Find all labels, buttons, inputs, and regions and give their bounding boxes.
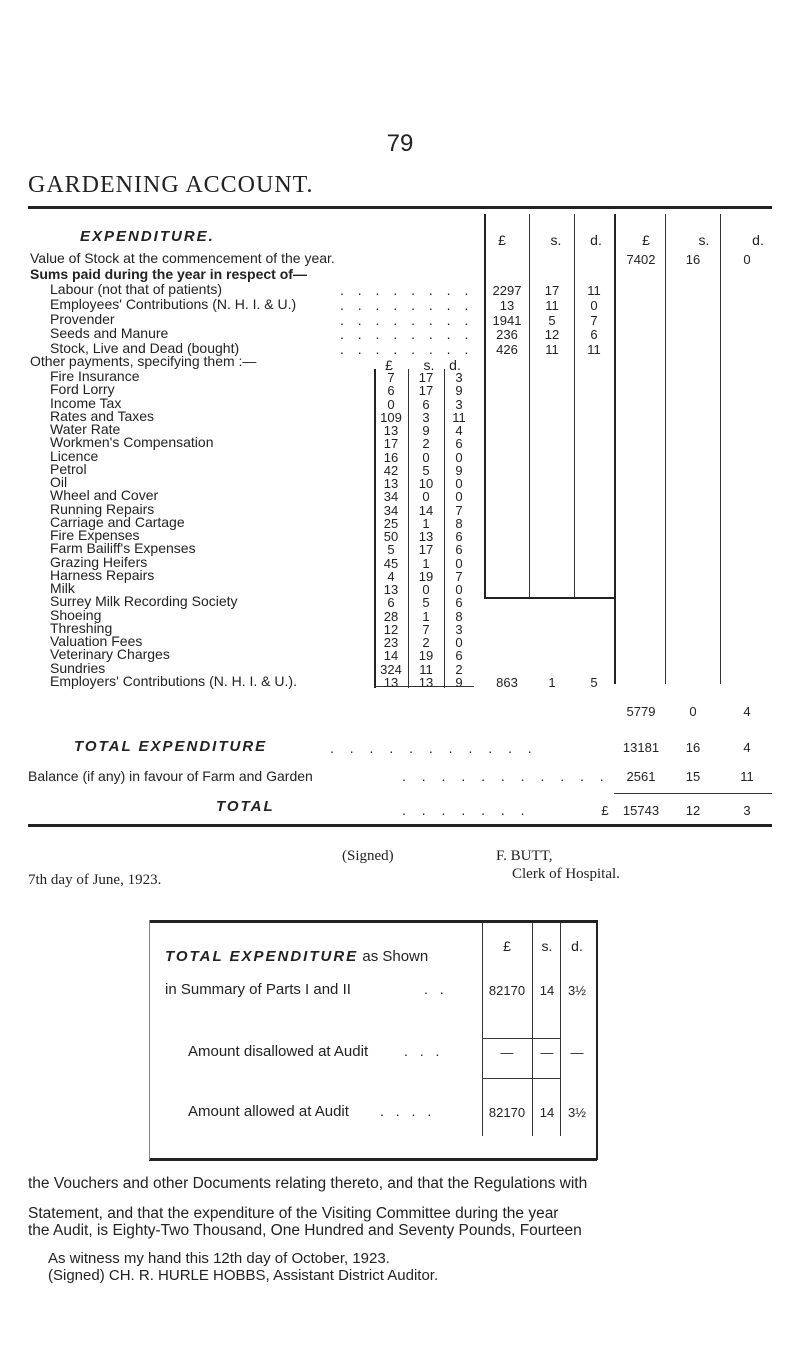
sub-pence-header: d.	[449, 357, 461, 373]
col-divider	[614, 214, 616, 684]
disallowed-label: Amount disallowed at Audit	[188, 1043, 369, 1060]
total-expenditure-pence: 4	[743, 740, 751, 755]
other-item-pounds: 0	[387, 397, 395, 412]
summary-shillings-header: s.	[541, 938, 553, 954]
disallowed-shillings: —	[540, 1045, 554, 1060]
leader-dots: . . . . . . . . . . .	[330, 740, 538, 756]
col-pounds-header-2: £	[642, 232, 650, 248]
sums-item-shillings: 12	[544, 327, 560, 342]
col-divider	[720, 214, 721, 684]
sums-heading: Sums paid during the year in respect of—	[30, 266, 307, 282]
other-item-pence: 3	[455, 397, 463, 412]
sums-item-pounds: 2297	[492, 283, 522, 298]
summary-pence-header: d.	[571, 938, 583, 954]
leader-dots: . . . . . . . .	[340, 326, 474, 342]
sums-total-pounds: 5779	[626, 704, 656, 719]
summary-label-line2: in Summary of Parts I and II	[165, 981, 351, 998]
summary-label	[165, 948, 428, 965]
sub-col-divider	[444, 369, 445, 688]
other-item-shillings: 5	[422, 463, 430, 478]
page-title: GARDENING ACCOUNT.	[28, 172, 314, 198]
sums-item-pence: 11	[587, 283, 601, 298]
other-item-pounds: 6	[387, 383, 395, 398]
other-item-pounds: 13	[383, 476, 399, 491]
other-item-shillings: 2	[422, 436, 430, 451]
allowed-pence: 3½	[567, 1105, 587, 1120]
other-item-pounds: 7	[387, 370, 395, 385]
other-subtotal-pounds: 863	[496, 675, 518, 690]
sums-item-pounds: 236	[496, 327, 518, 342]
bottom-rule	[28, 824, 772, 827]
allowed-shillings: 14	[539, 1105, 555, 1120]
other-item-pounds: 17	[383, 436, 399, 451]
col-pounds-header: £	[498, 232, 506, 248]
other-item-shillings: 14	[418, 503, 434, 518]
other-item-pounds: 50	[383, 529, 399, 544]
sums-item-shillings: 11	[545, 342, 559, 357]
other-item-label: Workmen's Compensation	[50, 434, 214, 450]
other-item-shillings: 6	[422, 397, 430, 412]
other-item-pounds: 4	[387, 569, 395, 584]
col-pence-header: d.	[590, 232, 602, 248]
allowed-label: Amount allowed at Audit	[188, 1103, 349, 1120]
sums-item-shillings: 17	[544, 283, 560, 298]
summary-rule	[482, 1078, 560, 1079]
summary-pounds-header: £	[503, 938, 511, 954]
other-heading: Other payments, specifying them :—	[30, 353, 257, 369]
disallowed-pence: —	[570, 1045, 584, 1060]
other-item-label: Licence	[50, 448, 99, 464]
other-subtotal-shillings: 1	[548, 675, 556, 690]
summary-box-bottom	[149, 1158, 597, 1161]
signature-date: 7th day of June, 1923.	[28, 872, 162, 888]
other-item-label: Farm Bailiff's Expenses	[50, 540, 196, 556]
summary-rule	[482, 1038, 560, 1039]
sub-col-divider	[408, 369, 409, 688]
other-item-shillings: 10	[418, 476, 434, 491]
leader-dots: . . . . . . .	[402, 802, 531, 818]
grand-total-pounds: 15743	[622, 803, 660, 818]
other-item-pence: 7	[455, 503, 463, 518]
other-item-pence: 4	[455, 423, 463, 438]
other-item-shillings: 3	[422, 410, 430, 425]
other-item-shillings: 9	[422, 423, 430, 438]
other-item-shillings: 5	[422, 595, 430, 610]
other-item-pounds: 28	[383, 609, 399, 624]
col-pence-header-2: d.	[752, 232, 764, 248]
footer-line-2: Statement, and that the expenditure of the Visiting Committee during the year	[28, 1205, 559, 1222]
sub-shillings-header: s.	[423, 357, 435, 373]
total-rule	[614, 793, 772, 794]
other-item-label: Fire Expenses	[50, 527, 140, 543]
total-expenditure-shillings: 16	[685, 740, 701, 755]
disallowed-pounds: —	[500, 1045, 514, 1060]
leader-dots: . . . . . . . . . . .	[402, 768, 610, 784]
other-item-label: Valuation Fees	[50, 633, 143, 649]
other-item-label: Wheel and Cover	[50, 487, 159, 503]
sums-item-pounds: 426	[496, 342, 518, 357]
other-item-pounds: 45	[383, 556, 399, 571]
other-item-pounds: 25	[383, 516, 399, 531]
other-item-shillings: 0	[422, 489, 430, 504]
other-item-label: Threshing	[50, 620, 113, 636]
leader-dots: . . . .	[380, 1103, 436, 1119]
other-item-pounds: 13	[383, 675, 399, 690]
other-item-pence: 0	[455, 635, 463, 650]
sums-item-pounds: 13	[499, 298, 515, 313]
sums-item-pence: 6	[590, 327, 598, 342]
other-item-pence: 0	[455, 556, 463, 571]
other-subtotal-pence: 5	[590, 675, 598, 690]
other-item-shillings: 19	[418, 569, 434, 584]
leader-dots: . . .	[404, 1043, 444, 1059]
other-item-pence: 6	[455, 542, 463, 557]
signer-name: F. BUTT,	[496, 848, 553, 864]
other-item-pence: 9	[455, 383, 463, 398]
summary-label-rest: as Shown	[362, 948, 429, 965]
other-item-shillings: 13	[418, 529, 434, 544]
other-item-pence: 3	[455, 370, 463, 385]
leader-dots: . .	[424, 981, 448, 997]
other-item-label: Employers' Contributions (N. H. I. & U.).	[50, 673, 297, 689]
opening-stock-label: Value of Stock at the commencement of the year.	[30, 250, 335, 266]
balance-pence: 11	[740, 769, 754, 784]
col-divider	[574, 214, 575, 599]
other-item-label: Shoeing	[50, 607, 102, 623]
other-item-label: Rates and Taxes	[50, 408, 155, 424]
other-item-pence: 11	[452, 410, 466, 425]
footer-line-3: the Audit, is Eighty-Two Thousand, One Hundred and Seventy Pounds, Fourteen	[28, 1222, 582, 1239]
other-item-pounds: 13	[383, 423, 399, 438]
sums-item-label: Labour (not that of patients)	[50, 281, 222, 297]
other-item-pounds: 23	[383, 635, 399, 650]
top-rule	[28, 206, 772, 209]
other-item-pence: 0	[455, 489, 463, 504]
footer-line-1: the Vouchers and other Documents relating thereto, and that the Regulations with	[28, 1175, 588, 1192]
opening-stock-shillings: 16	[685, 252, 701, 267]
grand-total-label: TOTAL	[216, 798, 275, 815]
sums-item-shillings: 5	[548, 313, 556, 328]
other-item-label: Ford Lorry	[50, 381, 115, 397]
other-item-pence: 8	[455, 609, 463, 624]
other-item-pence: 9	[455, 675, 463, 690]
sums-item-pence: 11	[587, 342, 601, 357]
other-item-pounds: 13	[383, 582, 399, 597]
grand-total-currency: £	[601, 803, 609, 818]
signer-role: Clerk of Hospital.	[512, 866, 620, 882]
leader-dots: . . . . . . . .	[340, 282, 474, 298]
other-item-shillings: 7	[422, 622, 430, 637]
balance-pounds: 2561	[626, 769, 656, 784]
other-item-label: Fire Insurance	[50, 368, 140, 384]
col-divider	[529, 214, 530, 599]
other-item-shillings: 13	[418, 675, 434, 690]
other-item-pence: 9	[455, 463, 463, 478]
summary-col-divider	[482, 923, 483, 1136]
leader-dots: . . . . . . . .	[340, 312, 474, 328]
balance-shillings: 15	[685, 769, 701, 784]
other-item-pounds: 14	[383, 648, 399, 663]
other-item-label: Income Tax	[50, 395, 122, 411]
other-item-pounds: 16	[383, 450, 399, 465]
other-item-shillings: 2	[422, 635, 430, 650]
other-item-label: Water Rate	[50, 421, 121, 437]
other-item-shillings: 1	[422, 516, 430, 531]
summary-box-left	[149, 920, 150, 1160]
sums-item-label: Stock, Live and Dead (bought)	[50, 340, 240, 356]
other-item-shillings: 17	[418, 383, 434, 398]
subtotal-rule	[484, 597, 614, 599]
sums-item-label: Seeds and Manure	[50, 325, 169, 341]
summary-col-divider	[560, 923, 561, 1136]
summary-label-bold: TOTAL EXPENDITURE	[165, 948, 359, 965]
expenditure-heading: EXPENDITURE.	[80, 228, 215, 245]
other-item-label: Sundries	[50, 660, 106, 676]
sums-item-pence: 0	[590, 298, 598, 313]
sums-item-pounds: 1941	[492, 313, 522, 328]
other-item-shillings: 1	[422, 609, 430, 624]
other-item-pounds: 109	[380, 410, 402, 425]
other-item-pence: 6	[455, 436, 463, 451]
footer-line-5: (Signed) CH. R. HURLE HOBBS, Assistant District Auditor.	[48, 1267, 439, 1284]
balance-label: Balance (if any) in favour of Farm and Garden	[28, 768, 313, 784]
sums-total-shillings: 0	[689, 704, 697, 719]
grand-total-pence: 3	[743, 803, 751, 818]
other-item-label: Petrol	[50, 461, 87, 477]
other-item-label: Harness Repairs	[50, 567, 155, 583]
other-item-pence: 0	[455, 476, 463, 491]
total-expenditure-pounds: 13181	[622, 740, 660, 755]
other-item-label: Running Repairs	[50, 501, 155, 517]
summary-shillings: 14	[539, 983, 555, 998]
col-divider	[665, 214, 666, 684]
other-item-label: Grazing Heifers	[50, 554, 148, 570]
other-item-pounds: 42	[383, 463, 399, 478]
other-item-pence: 6	[455, 648, 463, 663]
other-item-pounds: 34	[383, 489, 399, 504]
other-item-label: Carriage and Cartage	[50, 514, 185, 530]
other-item-shillings: 19	[418, 648, 434, 663]
col-shillings-header: s.	[550, 232, 562, 248]
other-item-shillings: 17	[418, 542, 434, 557]
other-item-shillings: 0	[422, 582, 430, 597]
leader-dots: . . . . . . . .	[340, 297, 474, 313]
other-item-pence: 8	[455, 516, 463, 531]
summary-col-divider	[532, 923, 533, 1136]
sums-item-pence: 7	[590, 313, 598, 328]
sums-item-shillings: 11	[545, 298, 559, 313]
summary-pence: 3½	[567, 983, 587, 998]
other-item-label: Veterinary Charges	[50, 646, 170, 662]
sums-item-label: Provender	[50, 311, 115, 327]
other-item-pence: 6	[455, 529, 463, 544]
summary-box-top	[149, 920, 597, 923]
other-item-pence: 7	[455, 569, 463, 584]
sums-item-label: Employees' Contributions (N. H. I. & U.)	[50, 296, 297, 312]
other-item-shillings: 0	[422, 450, 430, 465]
other-item-shillings: 17	[418, 370, 434, 385]
summary-pounds: 82170	[488, 983, 526, 998]
col-divider	[484, 214, 486, 599]
page-number: 79	[386, 130, 414, 157]
other-item-pence: 0	[455, 582, 463, 597]
other-item-pence: 2	[455, 662, 463, 677]
other-item-pounds: 12	[383, 622, 399, 637]
footer-line-4: As witness my hand this 12th day of October, 1923.	[48, 1250, 390, 1267]
other-item-shillings: 1	[422, 556, 430, 571]
sums-total-pence: 4	[743, 704, 751, 719]
other-item-pence: 0	[455, 450, 463, 465]
other-item-pounds: 34	[383, 503, 399, 518]
total-expenditure-label: TOTAL EXPENDITURE	[74, 738, 268, 755]
summary-box-right	[596, 920, 598, 1160]
sub-pounds-header: £	[385, 357, 393, 373]
opening-stock-pence: 0	[743, 252, 751, 267]
other-item-label: Oil	[50, 474, 68, 490]
grand-total-shillings: 12	[685, 803, 701, 818]
other-item-pence: 3	[455, 622, 463, 637]
opening-stock-pounds: 7402	[626, 252, 656, 267]
other-item-shillings: 11	[419, 662, 433, 677]
other-item-pounds: 5	[387, 542, 395, 557]
col-shillings-header-2: s.	[698, 232, 710, 248]
other-item-pounds: 324	[380, 662, 402, 677]
signed-label: (Signed)	[342, 848, 394, 864]
leader-dots: . . . . . . . .	[340, 341, 474, 357]
other-item-label: Milk	[50, 580, 75, 596]
other-item-label: Surrey Milk Recording Society	[50, 593, 238, 609]
allowed-pounds: 82170	[488, 1105, 526, 1120]
other-item-pounds: 6	[387, 595, 395, 610]
other-item-pence: 6	[455, 595, 463, 610]
